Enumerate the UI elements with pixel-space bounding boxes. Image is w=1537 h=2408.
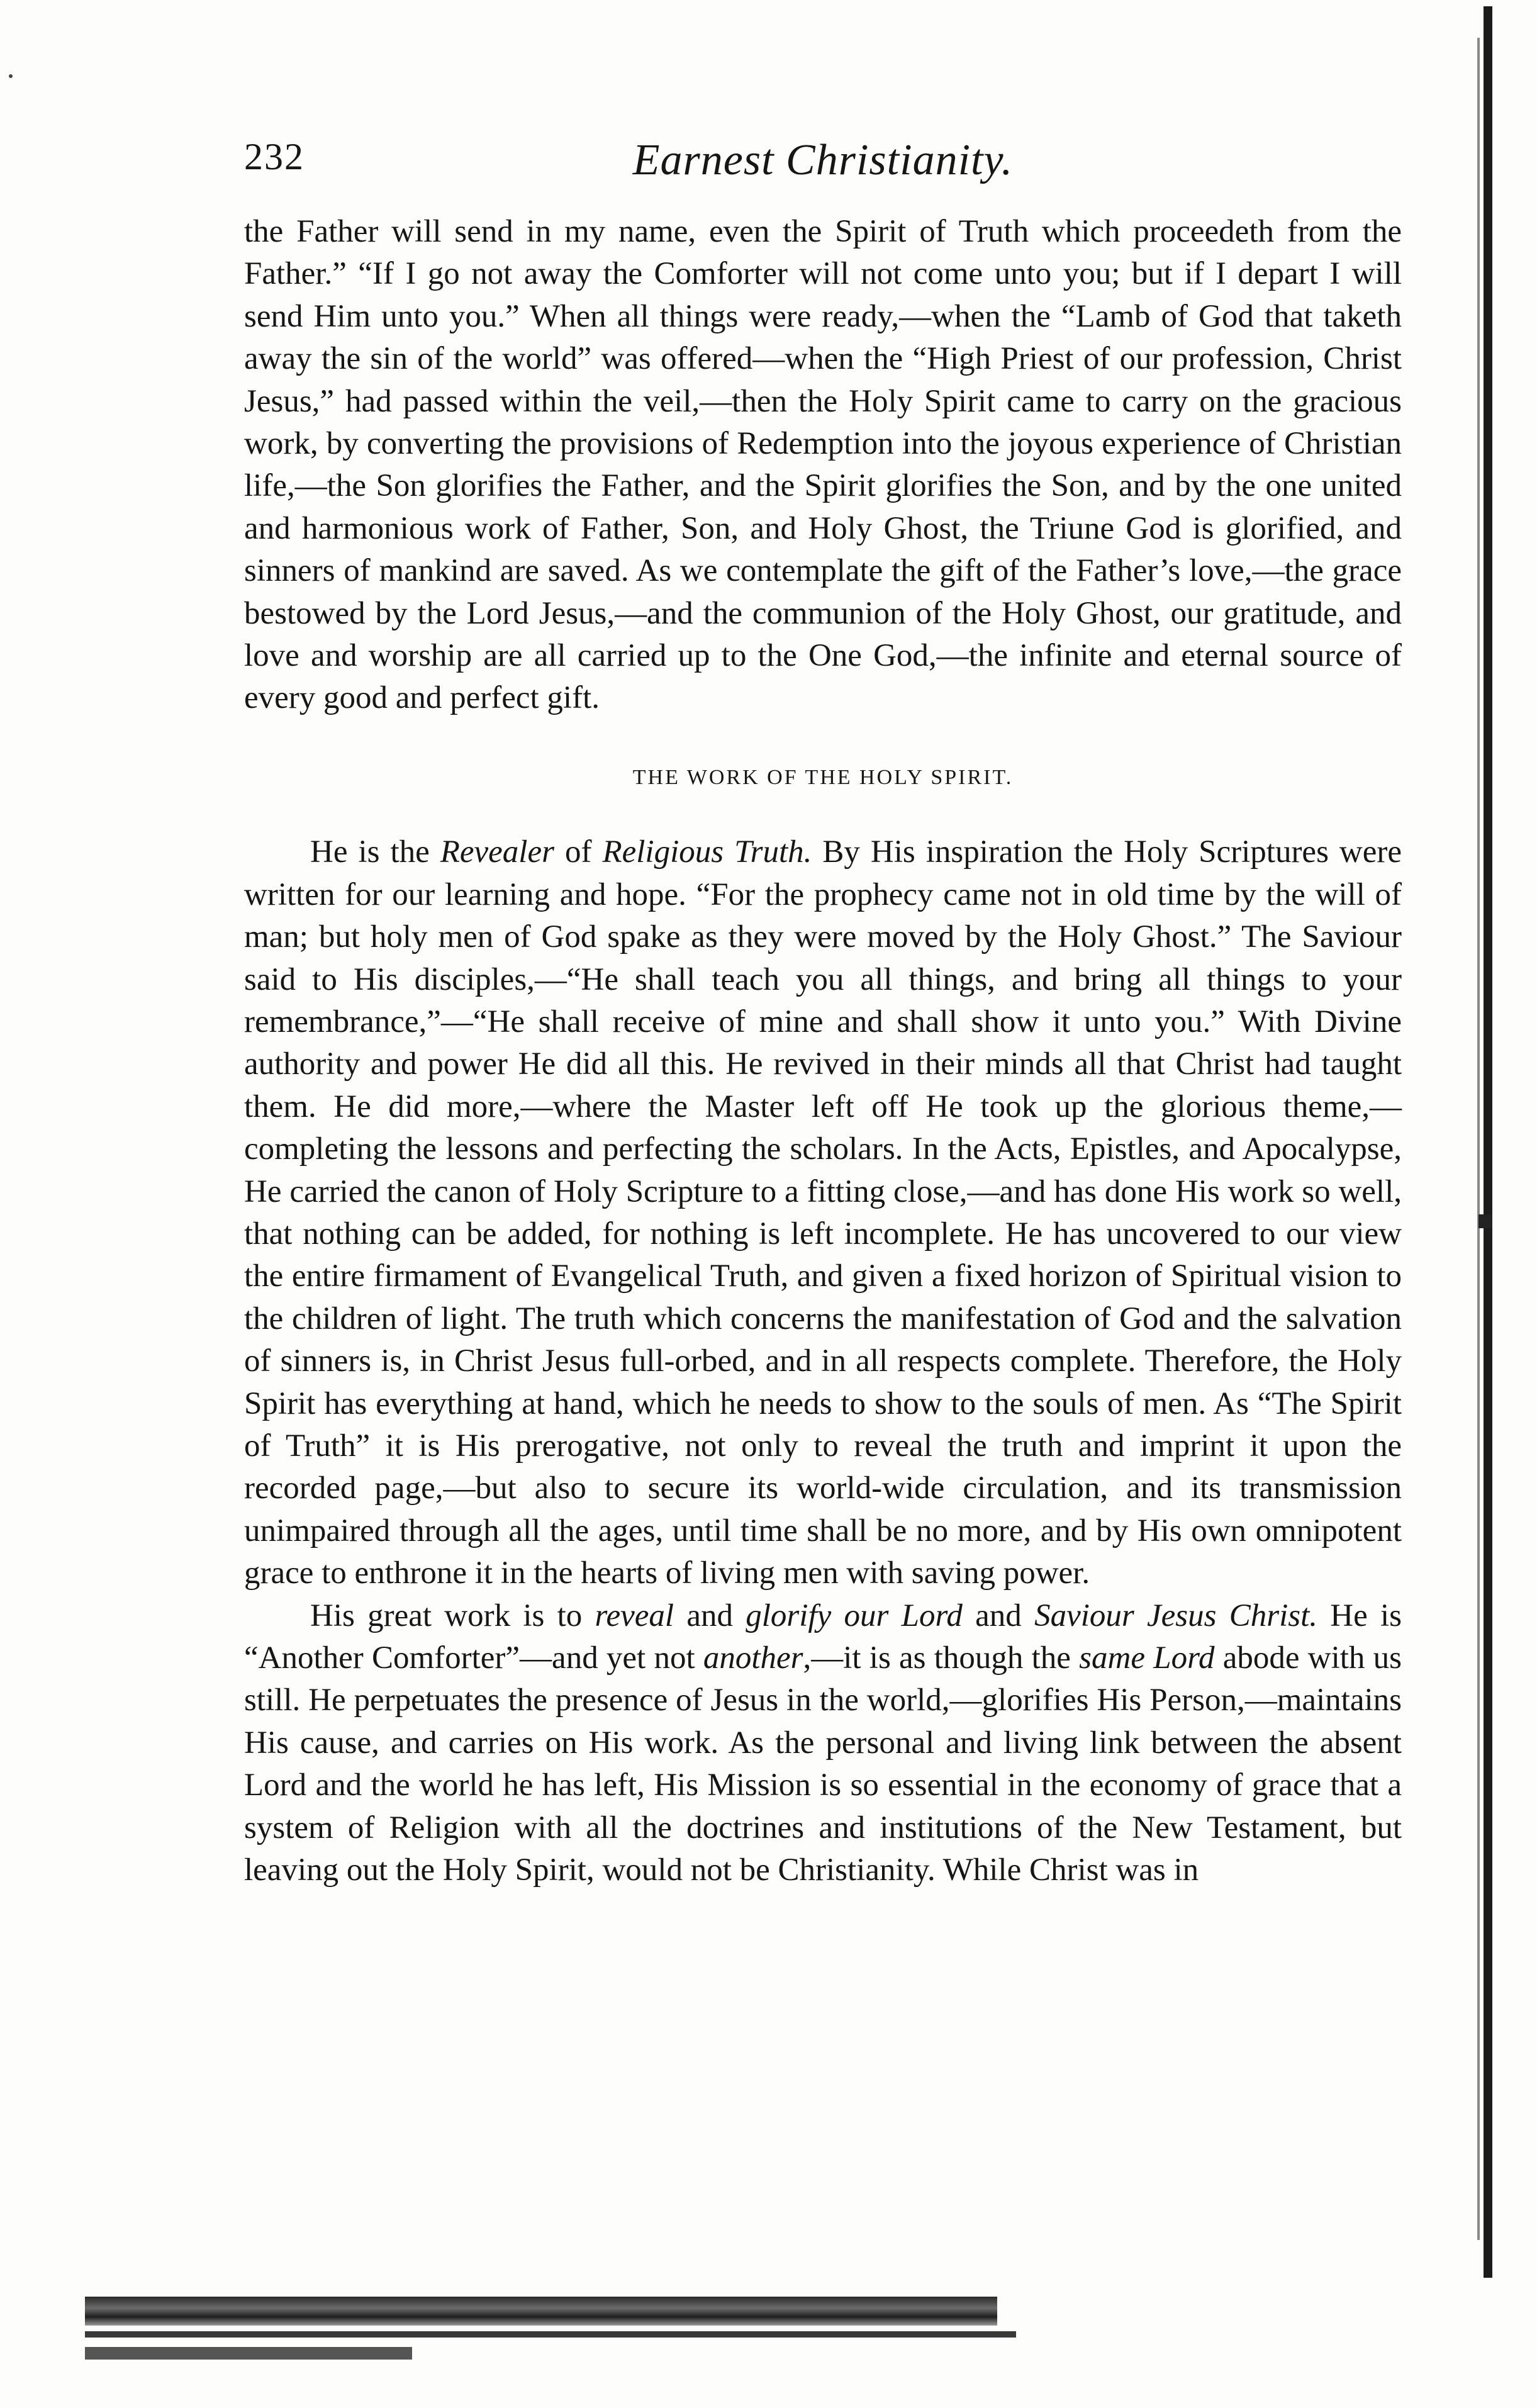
text-run: He is “Another Comforter”—and yet not <box>244 1598 1402 1676</box>
binding-edge-shadow <box>1477 38 1480 2240</box>
emphasis-reveal: reveal <box>595 1598 674 1633</box>
emphasis-religious-truth: Religious Truth. <box>602 834 812 870</box>
text-run: By His inspiration the Holy Scriptures were written for our learning and hope. “For the prophecy came not in old time by the will of man; but holy men of God spake as they were moved by the Holy Ghost.” The Saviour said to His disciples,—“He shall teach you all things, and bring all things to your remembrance,”—“He shall receive of mine and shall show it unto you.” With Divine authority and power He did all this. He revived in their minds all that Christ had taught them. He did more,—where the Master left off He took up the glorious theme,—completing the lessons and perfecting the scholars. In the Acts, Epistles, and Apocalypse, He carried the canon of Holy Scripture to a fitting close,—and has done His work so well, that nothing can be added, for nothing is left incomplete. He has uncovered to our view the entire firmament of Evangelical Truth, and given a fixed horizon of Spiritual vision to the children of light. The truth which concerns the manifestation of God and the salvation of sinners is, in Christ Jesus full-orbed, and in all respects complete. Therefore, the Holy Spirit has everything at hand, which he needs to show to the souls of men. As “The Spirit of Truth” it is His prerogative, not only to reveal the truth and imprint it upon the recorded page,—but also to secure its world-wide circulation, and its transmission unimpaired through all the ages, until time shall be no more, and by His own omnipotent grace to enthrone it in the hearts of living men with saving power. <box>244 834 1402 1591</box>
emphasis-revealer: Revealer <box>440 834 554 870</box>
text-run: of <box>554 834 603 870</box>
binding-edge <box>1484 6 1492 2278</box>
paragraph-revealer <box>244 831 1402 1594</box>
page-body <box>244 211 1402 1891</box>
paragraph-great-work <box>244 1595 1402 1892</box>
scan-artifact-line <box>85 2331 1016 2338</box>
running-title: Earnest Christianity. <box>632 136 1014 184</box>
page-header <box>244 135 1402 192</box>
text-run: abode with us still. He perpetuates the presence of Jesus in the world,—glorifies His Person,—maintains His cause, and carries on His work. As the personal and living link between the absent Lord and the world he has left, His Mission is so essential in the economy of grace that a system of Religion with all the doctrines and institutions of the New Testament, but leaving out the Holy Spirit, would not be Christianity. While Christ was in <box>244 1640 1402 1888</box>
paragraph-continued: the Father will send in my name, even the Spirit of Truth which proceedeth from the Father.” “If I go not away the Comforter will not come unto you; but if I depart I will send Him unto you.” When all things were ready,—when the “Lamb of God that taketh away the sin of the world” was offered—when the “High Priest of our profession, Christ Jesus,” had passed within the veil,—then the Holy Spirit came to carry on the gracious work, by converting the provisions of Redemption into the joyous experience of Christian life,—the Son glorifies the Father, and the Spirit glorifies the Son, and by the one united and harmonious work of Father, Son, and Holy Ghost, the Triune God is glorified, and sinners of mankind are saved. As we contemplate the gift of the Father’s love,—the grace bestowed by the Lord Jesus,—and the communion of the Holy Ghost, our gratitude, and love and worship are all carried up to the One God,—the infinite and eternal source of every good and perfect gift. <box>244 214 1402 716</box>
text-run: and <box>674 1598 746 1633</box>
emphasis-glorify: glorify our Lord <box>746 1598 963 1633</box>
binding-mark <box>1478 1214 1492 1228</box>
emphasis-same-lord: same Lord <box>1079 1640 1215 1676</box>
scan-artifact-fragment <box>85 2347 412 2360</box>
emphasis-another: another <box>703 1640 803 1676</box>
section-heading: THE WORK OF THE HOLY SPIRIT. <box>632 765 1014 789</box>
text-run: ,—it is as though the <box>803 1640 1080 1676</box>
text-run: He is the <box>310 834 440 870</box>
scan-speck <box>9 74 13 78</box>
page-number: 232 <box>244 136 305 177</box>
emphasis-saviour: Saviour Jesus Christ. <box>1034 1598 1318 1633</box>
text-run: His great work is to <box>310 1598 595 1633</box>
scan-artifact-bar <box>85 2297 997 2326</box>
text-run: and <box>962 1598 1035 1633</box>
